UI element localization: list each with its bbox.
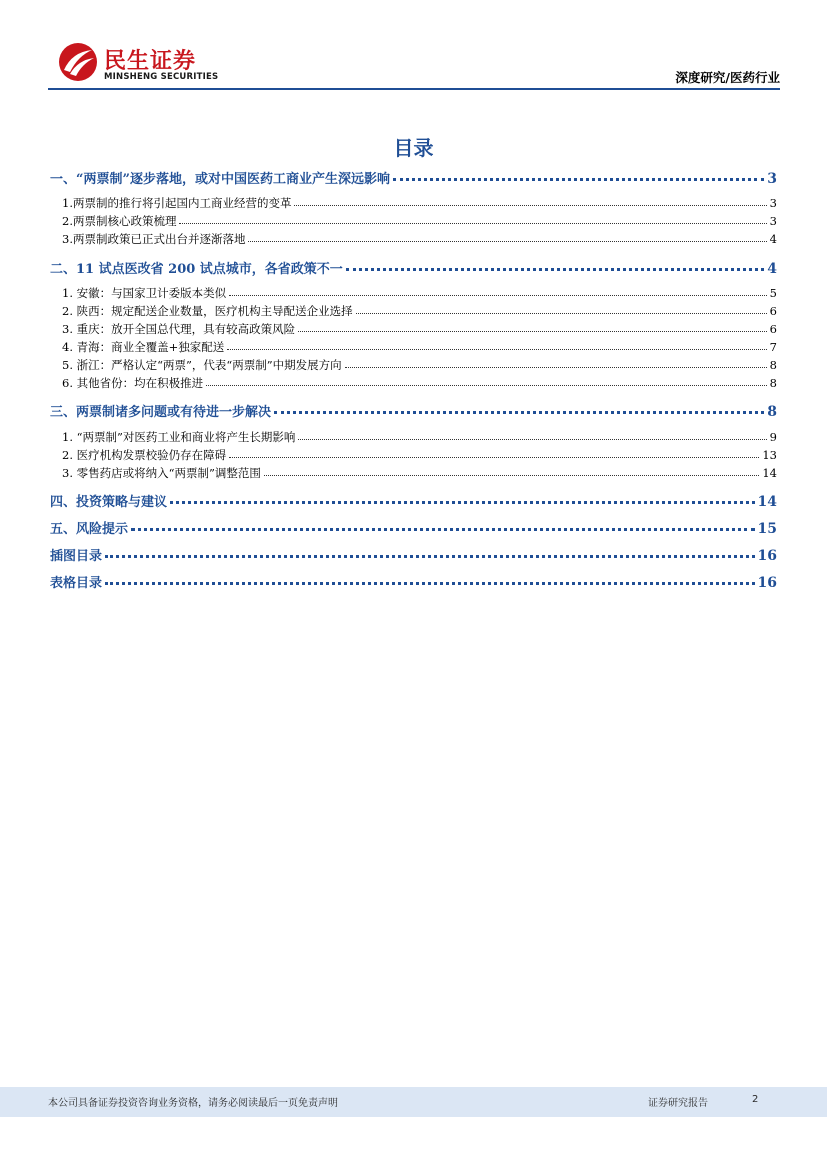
toc-entry-text: 1. “两票制”对医药工业和商业将产生长期影响 <box>62 430 296 444</box>
toc-entry-text: 表格目录 <box>50 576 103 591</box>
toc-entry-page: 14 <box>757 494 777 510</box>
toc-entry[interactable] <box>62 375 777 391</box>
toc-entry-text: 2. 医疗机构发票校验仍存在障碍 <box>62 448 227 462</box>
toc-entry-page: 16 <box>757 575 777 591</box>
header-divider <box>48 88 780 90</box>
toc-entry-text: 3.两票制政策已正式出台并逐渐落地 <box>62 232 246 246</box>
toc-leader-dots <box>227 349 766 350</box>
toc-entry-page: 5 <box>769 286 777 300</box>
toc-leader-dots <box>105 555 755 558</box>
minsheng-logo-icon <box>58 42 98 82</box>
toc-entry-page: 3 <box>769 196 777 210</box>
toc-leader-dots <box>264 475 759 476</box>
toc-leader-dots <box>356 313 767 314</box>
footer-report-type: 证券研究报告 <box>648 1098 708 1109</box>
logo-english-name: MINSHENG SECURITIES <box>104 72 219 82</box>
toc-entry-text: 插图目录 <box>50 549 103 564</box>
toc-entry[interactable] <box>62 213 777 229</box>
toc-entry-page: 6 <box>769 322 777 336</box>
toc-entry-text: 四、投资策略与建议 <box>50 495 168 510</box>
footer-disclaimer: 本公司具备证券投资咨询业务资格，请务必阅读最后一页免责声明 <box>48 1098 338 1109</box>
toc-entry-text: 三、两票制诸多问题或有待进一步解决 <box>50 405 272 420</box>
page-header <box>48 40 780 90</box>
toc-leader-dots <box>248 241 766 242</box>
toc-entry[interactable] <box>62 357 777 373</box>
toc-entry-text: 1.两票制的推行将引起国内工商业经营的变革 <box>62 196 292 210</box>
toc-entry-page: 3 <box>769 214 777 228</box>
toc-leader-dots <box>131 528 755 531</box>
toc-leader-dots <box>229 295 767 296</box>
toc-leader-dots <box>393 178 764 181</box>
toc-entry[interactable] <box>62 465 777 481</box>
toc-entry[interactable] <box>62 447 777 463</box>
toc-entry-text: 3. 重庆：放开全国总代理，具有较高政策风险 <box>62 322 296 336</box>
toc-entry[interactable] <box>50 572 777 591</box>
toc-entry[interactable] <box>62 321 777 337</box>
toc-entry-text: 2.两票制核心政策梳理 <box>62 214 177 228</box>
toc-entry-page: 8 <box>769 358 777 372</box>
toc-entry[interactable] <box>62 429 777 445</box>
toc-leader-dots <box>298 439 766 440</box>
toc-leader-dots <box>274 411 764 414</box>
toc-leader-dots <box>179 223 766 224</box>
toc-leader-dots <box>294 205 766 206</box>
toc-entry[interactable] <box>50 545 777 564</box>
toc-leader-dots <box>105 582 755 585</box>
toc-entry-page: 13 <box>762 448 777 462</box>
toc-entry-page: 7 <box>769 340 777 354</box>
toc-entry[interactable] <box>62 285 777 301</box>
toc-entry-text: 二、11 试点医改省 200 试点城市，各省政策不一 <box>50 262 343 277</box>
toc-entry-page: 4 <box>769 232 777 246</box>
toc-entry-text: 5. 浙江：严格认定“两票”，代表“两票制”中期发展方向 <box>62 358 342 372</box>
toc-entry-page: 4 <box>767 261 777 277</box>
toc-entry-text: 4. 青海：商业全覆盖+独家配送 <box>62 340 225 354</box>
toc-entry-page: 3 <box>767 171 777 187</box>
toc-leader-dots <box>229 457 759 458</box>
toc-entry[interactable] <box>50 491 777 510</box>
toc-leader-dots <box>298 331 767 332</box>
footer-page-number: 2 <box>752 1094 759 1105</box>
toc-leader-dots <box>346 268 764 271</box>
toc-entry-page: 15 <box>757 521 777 537</box>
toc-entry-page: 8 <box>769 376 777 390</box>
toc-leader-dots <box>345 367 767 368</box>
toc-entry-text: 五、风险提示 <box>50 522 129 537</box>
toc-entry-text: 一、“两票制”逐步落地，或对中国医药工商业产生深远影响 <box>50 172 390 187</box>
toc-entry[interactable] <box>62 195 777 211</box>
toc-entry-text: 6. 其他省份：均在积极推进 <box>62 376 204 390</box>
toc-entry-page: 8 <box>767 404 777 420</box>
toc-entry-text: 2. 陕西：规定配送企业数量，医疗机构主导配送企业选择 <box>62 304 353 318</box>
toc-entry-page: 14 <box>762 466 777 480</box>
toc-entry[interactable] <box>62 339 777 355</box>
toc-entry[interactable] <box>62 231 777 247</box>
report-section-label: 深度研究/医药行业 <box>675 70 780 85</box>
toc-entry[interactable] <box>50 518 777 537</box>
toc-entry-page: 6 <box>769 304 777 318</box>
toc-entry-page: 16 <box>757 548 777 564</box>
toc-entry[interactable] <box>50 401 777 420</box>
toc-entry-text: 3. 零售药店或将纳入“两票制”调整范围 <box>62 466 261 480</box>
toc-entry[interactable] <box>62 303 777 319</box>
toc-entry-page: 9 <box>769 430 777 444</box>
company-logo <box>58 42 258 86</box>
toc-entry-text: 1. 安徽：与国家卫计委版本类似 <box>62 286 227 300</box>
toc-entry[interactable] <box>50 168 777 187</box>
logo-chinese-name: 民生证券 <box>104 49 197 74</box>
toc-title: 目录 <box>393 136 434 160</box>
toc-entry[interactable] <box>50 258 777 277</box>
toc-leader-dots <box>206 385 767 386</box>
toc-leader-dots <box>170 501 755 504</box>
